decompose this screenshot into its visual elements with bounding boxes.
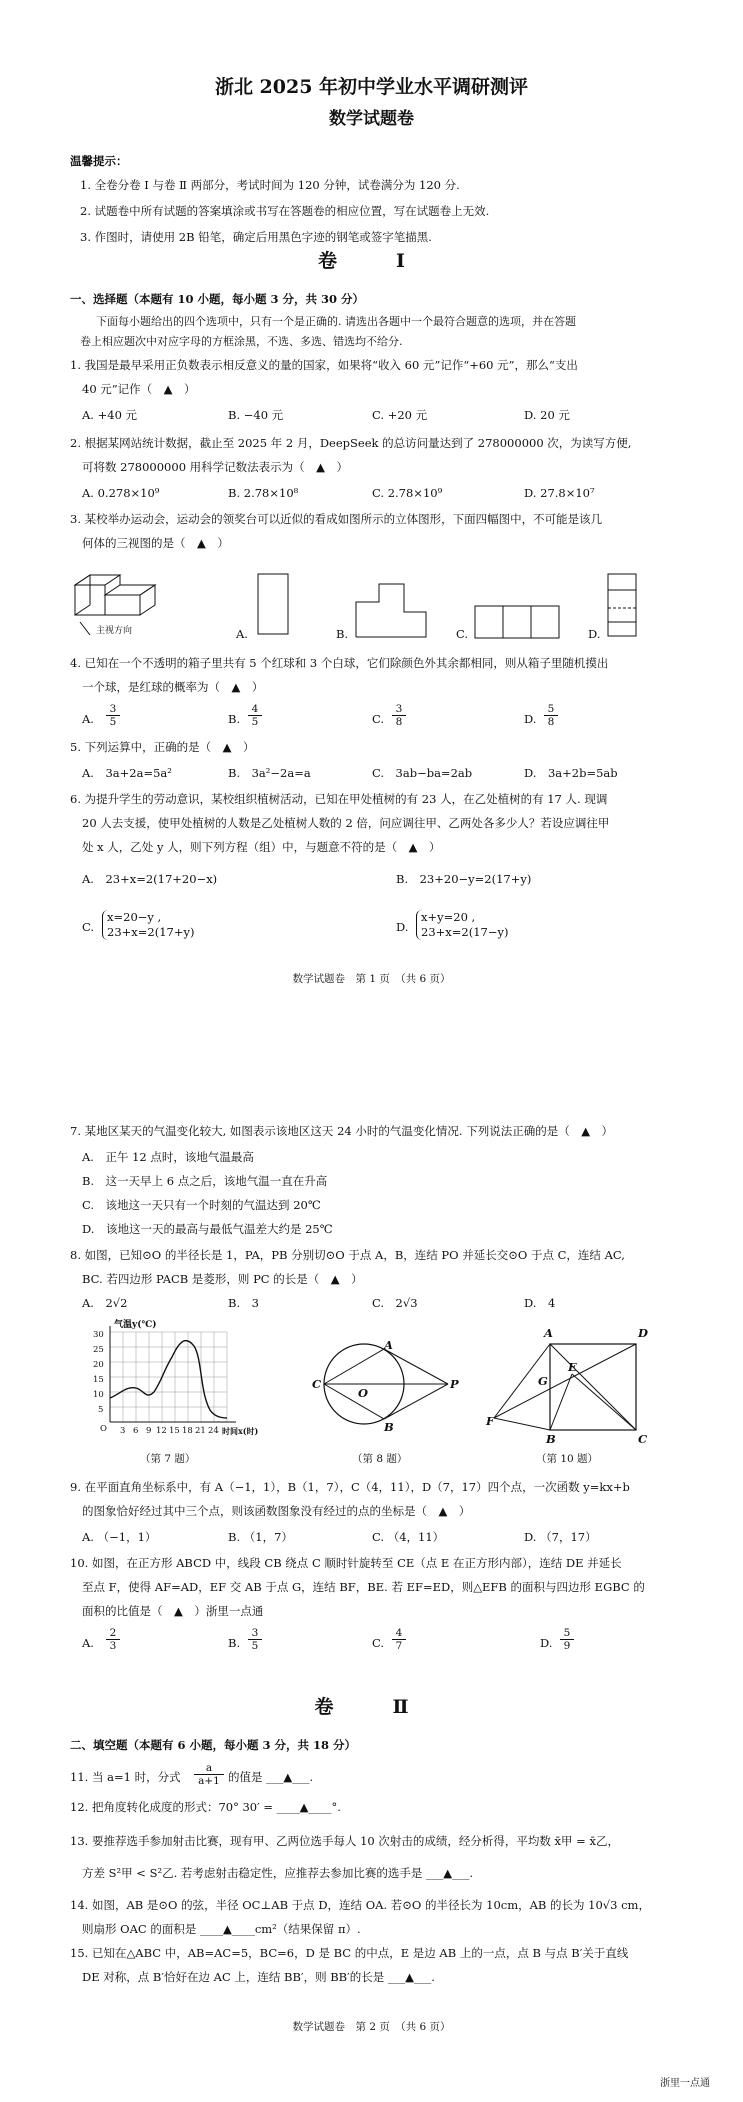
fig10-label-b: B xyxy=(546,1432,556,1446)
fig7-ytick-15: 15 xyxy=(93,1375,104,1385)
q5-option-a: A. 3a+2a=5a² xyxy=(82,766,172,780)
fig7-ytick-10: 10 xyxy=(93,1390,104,1400)
q1-option-c: C. +20 元 xyxy=(372,408,428,422)
q3-option-d-label: D. xyxy=(588,627,601,641)
q5-option-c: C. 3ab−ba=2ab xyxy=(372,766,473,780)
section1-instruction: 下面每小题给出的四个选项中，只有一个是正确的. 请选出各题中一个最符合题意的选项，并在答题 xyxy=(96,315,576,328)
q6-option-d-label: D. xyxy=(396,920,409,934)
q10-option-c-fraction: $\frac{4}{7}$ xyxy=(392,1627,406,1652)
exam-subtitle: 数学试题卷 xyxy=(329,109,414,129)
q7-option-b: B. 这一天早上 6 点之后，该地气温一直在升高 xyxy=(82,1174,328,1188)
section1-heading: 一、选择题（本题有 10 小题，每小题 3 分，共 30 分） xyxy=(70,292,365,306)
notice-item-1: 1. 全卷分卷 Ⅰ 与卷 Ⅱ 两部分，考试时间为 120 分钟，试卷满分为 120 分. xyxy=(80,178,460,192)
q5-stem: 5. 下列运算中，正确的是（ ▲ ） xyxy=(70,740,255,754)
fig7-ytick-25: 25 xyxy=(93,1345,104,1355)
q10-option-b: B. xyxy=(228,1636,241,1650)
q3-option-b-label: B. xyxy=(336,627,349,641)
fig7-xtick-21: 21 xyxy=(195,1426,206,1436)
q4-option-a: A. xyxy=(82,712,94,726)
q1-stem-2: 40 元”记作（ ▲ ） xyxy=(82,382,196,396)
q6-option-b: B. 23+20−y=2(17+y) xyxy=(396,872,532,886)
q10-stem: 10. 如图，在正方形 ABCD 中，线段 CB 绕点 C 顺时针旋转至 CE（点 E 在正方形内部），连结 DE 并延长 xyxy=(70,1556,622,1570)
fig7-xtick-3: 3 xyxy=(120,1426,126,1436)
q9-option-b: B. （1，7） xyxy=(228,1530,293,1544)
fig8-label-o: O xyxy=(358,1386,369,1400)
fig7-origin: O xyxy=(100,1424,107,1434)
q15-stem-2: DE 对称，点 B′恰好在边 AC 上，连结 BB′，则 BB′的长是 ___▲___. xyxy=(82,1970,435,1984)
q11-fraction: $\frac{a}{a+1}$ xyxy=(194,1762,224,1787)
q11-stem: 11. 当 a=1 时，分式 xyxy=(70,1770,181,1784)
fig7-xtick-6: 6 xyxy=(133,1426,139,1436)
fig7-ytick-30: 30 xyxy=(93,1330,104,1340)
fig7-xtick-15: 15 xyxy=(169,1426,180,1436)
fig7-xtick-18: 18 xyxy=(182,1426,193,1436)
q11-stem-end: 的值是 ___▲___. xyxy=(228,1770,314,1784)
fig7-ytick-5: 5 xyxy=(98,1405,104,1415)
fig7-xtick-12: 12 xyxy=(156,1426,167,1436)
q8-option-d: D. 4 xyxy=(524,1296,556,1310)
q7-stem: 7. 某地区某天的气温变化较大, 如图表示该地区这天 24 小时的气温变化情况. 下列说法正确的是（ ▲ ） xyxy=(70,1124,614,1138)
q10-stem-2: 至点 F，使得 AF=AD，EF 交 AB 于点 G，连结 BF，BE. 若 EF=ED，则△EFB 的面积与四边形 EGBC 的 xyxy=(82,1580,645,1594)
q2-option-a: A. 0.278×10⁹ xyxy=(82,486,160,500)
q10-option-d-fraction: $\frac{5}{9}$ xyxy=(560,1627,574,1652)
watermark: 浙里一点通 xyxy=(660,2078,710,2089)
q1-option-d: D. 20 元 xyxy=(524,408,570,422)
q14-stem: 14. 如图，AB 是⊙O 的弦，半径 OC⊥AB 于点 D，连结 OA. 若⊙O 的半径长为 10cm，AB 的长为 10√3 cm， xyxy=(70,1898,650,1912)
fig8-label-p: P xyxy=(450,1377,459,1391)
q3-option-b-view xyxy=(354,582,430,640)
q9-stem: 9. 在平面直角坐标系中，有 A（−1，1），B（1，7），C（4，11），D（7，17）四个点，一次函数 y=kx+b xyxy=(70,1480,630,1494)
q9-option-c: C. （4，11） xyxy=(372,1530,445,1544)
q8-option-b: B. 3 xyxy=(228,1296,259,1310)
q10-option-a-fraction: $\frac{2}{3}$ xyxy=(106,1627,120,1652)
q8-option-a: A. 2√2 xyxy=(82,1296,128,1310)
q2-stem-2: 可将数 278000000 用科学记数法表示为（ ▲ ） xyxy=(82,460,349,474)
q3-option-a-label: A. xyxy=(236,627,248,641)
front-view-label: 主视方向 xyxy=(96,626,133,636)
section2-heading: 二、填空题（本题有 6 小题，每小题 3 分，共 18 分） xyxy=(70,1738,357,1752)
fig10-caption: （第 10 题） xyxy=(536,1453,599,1465)
fig10-label-c: C xyxy=(638,1432,648,1446)
q4-option-a-fraction: $\frac{3}{5}$ xyxy=(106,703,120,728)
q3-option-c-label: C. xyxy=(456,627,469,641)
q8-option-c: C. 2√3 xyxy=(372,1296,418,1310)
fig10-label-d: D xyxy=(638,1326,648,1340)
square-rotation-figure xyxy=(490,1334,650,1446)
q1-option-b: B. −40 元 xyxy=(228,408,284,422)
q7-option-d: D. 该地这一天的最高与最低气温差大约是 25℃ xyxy=(82,1222,333,1236)
q3-stem-2: 何体的三视图的是（ ▲ ） xyxy=(82,536,229,550)
q9-option-d: D. （7，17） xyxy=(524,1530,597,1544)
page1-footer: 数学试题卷 第 1 页 （共 6 页） xyxy=(292,973,451,985)
q2-option-d: D. 27.8×10⁷ xyxy=(524,486,595,500)
page2-footer: 数学试题卷 第 2 页 （共 6 页） xyxy=(292,2021,451,2033)
notice-item-3: 3. 作图时，请使用 2B 铅笔，确定后用黑色字迹的钢笔或签字笔描黑. xyxy=(80,230,432,244)
q6-stem: 6. 为提升学生的劳动意识，某校组织植树活动，已知在甲处植树的有 23 人，在乙处植树的有 17 人. 现调 xyxy=(70,792,608,806)
q8-stem-2: BC. 若四边形 PACB 是菱形，则 PC 的长是（ ▲ ） xyxy=(82,1272,363,1286)
notice-label: 温馨提示： xyxy=(70,154,128,168)
q6-option-c-label: C. xyxy=(82,920,95,934)
q14-stem-2: 则扇形 OAC 的面积是 ____▲____cm²（结果保留 π）. xyxy=(82,1922,361,1936)
q4-stem-2: 一个球，是红球的概率为（ ▲ ） xyxy=(82,680,264,694)
fig7-caption: （第 7 题） xyxy=(140,1453,196,1465)
q10-option-b-fraction: $\frac{3}{5}$ xyxy=(248,1627,262,1652)
fig7-xtick-9: 9 xyxy=(146,1426,152,1436)
q5-option-d: D. 3a+2b=5ab xyxy=(524,766,618,780)
part1-heading: 卷 Ⅰ xyxy=(318,250,425,272)
fig7-xlabel: 时间x(时) xyxy=(222,1426,259,1436)
q4-option-d-fraction: $\frac{5}{8}$ xyxy=(544,703,558,728)
exam-title: 浙北 2025 年初中学业水平调研测评 xyxy=(214,76,529,98)
fig7-ylabel: 气温y(℃) xyxy=(114,1320,157,1330)
q3-option-a-view xyxy=(256,572,292,638)
fig8-caption: （第 8 题） xyxy=(352,1453,408,1465)
fig7-xtick-24: 24 xyxy=(208,1426,219,1436)
q7-option-a: A. 正午 12 点时，该地气温最高 xyxy=(82,1150,254,1164)
q10-option-d: D. xyxy=(540,1636,553,1650)
q13-stem: 13. 要推荐选手参加射击比赛，现有甲、乙两位选手每人 10 次射击的成绩，经分析得，平均数 x̄甲 = x̄乙， xyxy=(70,1834,619,1848)
q2-option-c: C. 2.78×10⁹ xyxy=(372,486,443,500)
notice-item-2: 2. 试题卷中所有试题的答案填涂或书写在答题卷的相应位置，写在试题卷上无效. xyxy=(80,204,490,218)
q15-stem: 15. 已知在△ABC 中，AB=AC=5，BC=6，D 是 BC 的中点，E 是边 AB 上的一点，点 B 与点 B′关于直线 xyxy=(70,1946,629,1960)
q3-option-c-view xyxy=(473,604,563,640)
q5-option-b: B. 3a²−2a=a xyxy=(228,766,311,780)
q6-stem-2: 20 人去支援，使甲处植树的人数是乙处植树人数的 2 倍，问应调往甲、乙两处各多少人？若设应调往甲 xyxy=(82,816,610,830)
fig8-label-b: B xyxy=(384,1420,394,1434)
q1-stem: 1. 我国是最早采用正负数表示相反意义的量的国家，如果将“收入 60 元”记作“+60 元”，那么“支出 xyxy=(70,358,578,372)
q4-stem: 4. 已知在一个不透明的箱子里共有 5 个红球和 3 个白球，它们除颜色外其余都相同，则从箱子里随机摸出 xyxy=(70,656,609,670)
section1-instruction-2: 卷上相应题次中对应字母的方框涂黑，不选、多选、错选均不给分. xyxy=(80,335,403,348)
q4-option-c: C. xyxy=(372,712,385,726)
q3-stem: 3. 某校举办运动会，运动会的领奖台可以近似的看成如图所示的立体图形，下面四幅图中，不可能是该几 xyxy=(70,512,603,526)
q4-option-b: B. xyxy=(228,712,241,726)
q10-option-a: A. xyxy=(82,1636,94,1650)
fig8-label-a: A xyxy=(384,1338,393,1352)
q2-stem: 2. 根据某网站统计数据，截止至 2025 年 2 月，DeepSeek 的总访问量达到了 278000000 次，为读写方便, xyxy=(70,436,632,450)
part2-heading: 卷 Ⅱ xyxy=(314,1696,429,1718)
q9-option-a: A. （−1，1） xyxy=(82,1530,157,1544)
q7-option-c: C. 该地这一天只有一个时刻的气温达到 20℃ xyxy=(82,1198,321,1212)
q13-stem-2: 方差 S²甲 < S²乙. 若考虑射击稳定性，应推荐去参加比赛的选手是 ___▲___. xyxy=(82,1866,474,1880)
q1-option-a: A. +40 元 xyxy=(82,408,138,422)
q12-stem: 12. 把角度转化成度的形式：70° 30′ = ____▲____°. xyxy=(70,1800,341,1814)
fig10-label-f: F xyxy=(486,1414,495,1428)
q3-option-d-view xyxy=(606,572,640,640)
q2-option-b: B. 2.78×10⁸ xyxy=(228,486,299,500)
q10-stem-3: 面积的比值是（ ▲ ）浙里一点通 xyxy=(82,1604,264,1618)
fig8-label-c: C xyxy=(312,1377,322,1391)
q8-stem: 8. 如图，已知⊙O 的半径长是 1，PA，PB 分别切⊙O 于点 A，B，连结 PO 并延长交⊙O 于点 C，连结 AC, xyxy=(70,1248,625,1262)
fig10-label-e: E xyxy=(568,1360,577,1374)
q6-option-d-system: x+y=20 , 23+x=2(17−y) xyxy=(416,910,508,940)
q6-option-c-system: x=20−y , 23+x=2(17+y) xyxy=(102,910,194,940)
fig10-label-a: A xyxy=(544,1326,553,1340)
q4-option-b-fraction: $\frac{4}{5}$ xyxy=(248,703,262,728)
q6-option-a: A. 23+x=2(17+20−x) xyxy=(82,872,218,886)
q10-option-c: C. xyxy=(372,1636,385,1650)
q9-stem-2: 的图象恰好经过其中三个点，则该函数图象没有经过的点的坐标是（ ▲ ） xyxy=(82,1504,471,1518)
q4-option-d: D. xyxy=(524,712,537,726)
q4-option-c-fraction: $\frac{3}{8}$ xyxy=(392,703,406,728)
q6-stem-3: 处 x 人，乙处 y 人，则下列方程（组）中，与题意不符的是（ ▲ ） xyxy=(82,840,441,854)
fig10-label-g: G xyxy=(538,1374,548,1388)
fig7-ytick-20: 20 xyxy=(93,1360,104,1370)
